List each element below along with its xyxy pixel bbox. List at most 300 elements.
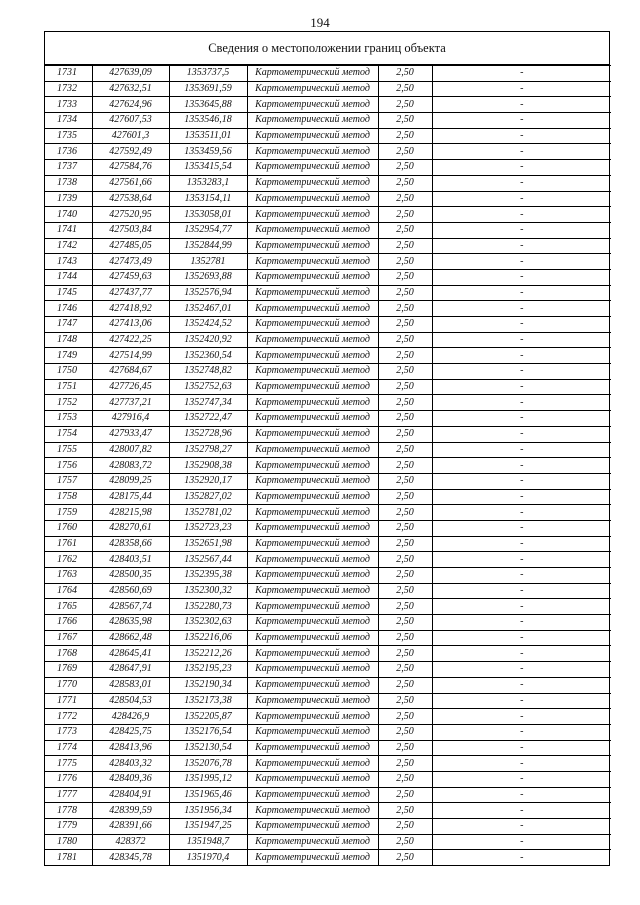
cell-point-number: 1772: [45, 709, 92, 725]
cell-description: -: [432, 677, 611, 693]
cell-coord-y: 1352360,54: [169, 348, 247, 364]
cell-coord-x: 427437,77: [92, 285, 169, 301]
cell-precision: 2,50: [378, 693, 432, 709]
cell-coord-y: 1352205,87: [169, 709, 247, 725]
cell-precision: 2,50: [378, 81, 432, 97]
cell-coord-y: 1352748,82: [169, 364, 247, 380]
cell-coord-y: 1353546,18: [169, 113, 247, 129]
cell-method: Картометрический метод: [247, 724, 378, 740]
cell-precision: 2,50: [378, 756, 432, 772]
cell-description: -: [432, 599, 611, 615]
cell-coord-y: 1352798,27: [169, 442, 247, 458]
cell-method: Картометрический метод: [247, 97, 378, 113]
cell-coord-x: 428403,32: [92, 756, 169, 772]
table-row: [45, 599, 611, 615]
cell-point-number: 1758: [45, 489, 92, 505]
cell-method: Картометрический метод: [247, 850, 378, 865]
table-row: [45, 536, 611, 552]
cell-description: -: [432, 803, 611, 819]
cell-coord-x: 428175,44: [92, 489, 169, 505]
cell-method: Картометрический метод: [247, 615, 378, 631]
cell-coord-y: 1352300,32: [169, 583, 247, 599]
cell-coord-x: 428426,9: [92, 709, 169, 725]
table-row: [45, 583, 611, 599]
cell-precision: 2,50: [378, 473, 432, 489]
cell-coord-x: 427639,09: [92, 66, 169, 82]
boundary-table-frame: [44, 31, 610, 866]
cell-precision: 2,50: [378, 662, 432, 678]
cell-precision: 2,50: [378, 97, 432, 113]
cell-method: Картометрический метод: [247, 426, 378, 442]
cell-description: -: [432, 66, 611, 82]
cell-coord-x: 428372: [92, 834, 169, 850]
cell-precision: 2,50: [378, 395, 432, 411]
cell-coord-y: 1352467,01: [169, 301, 247, 317]
table-row: [45, 771, 611, 787]
cell-description: -: [432, 662, 611, 678]
cell-coord-x: 428404,91: [92, 787, 169, 803]
cell-description: -: [432, 175, 611, 191]
cell-point-number: 1740: [45, 207, 92, 223]
cell-coord-y: 1352216,06: [169, 630, 247, 646]
cell-coord-y: 1352954,77: [169, 222, 247, 238]
table-row: [45, 442, 611, 458]
table-row: [45, 332, 611, 348]
cell-description: -: [432, 568, 611, 584]
cell-precision: 2,50: [378, 740, 432, 756]
cell-description: -: [432, 426, 611, 442]
cell-point-number: 1773: [45, 724, 92, 740]
cell-point-number: 1756: [45, 458, 92, 474]
cell-point-number: 1777: [45, 787, 92, 803]
cell-coord-y: 1352130,54: [169, 740, 247, 756]
table-row: [45, 615, 611, 631]
cell-method: Картометрический метод: [247, 238, 378, 254]
cell-coord-x: 427726,45: [92, 379, 169, 395]
cell-precision: 2,50: [378, 834, 432, 850]
cell-coord-y: 1352420,92: [169, 332, 247, 348]
cell-method: Картометрический метод: [247, 285, 378, 301]
cell-coord-y: 1351956,34: [169, 803, 247, 819]
cell-coord-x: 427561,66: [92, 175, 169, 191]
cell-method: Картометрический метод: [247, 709, 378, 725]
cell-description: -: [432, 552, 611, 568]
cell-coord-y: 1353415,54: [169, 160, 247, 176]
cell-coord-y: 1351965,46: [169, 787, 247, 803]
cell-coord-y: 1352280,73: [169, 599, 247, 615]
cell-coord-y: 1352908,38: [169, 458, 247, 474]
cell-description: -: [432, 693, 611, 709]
cell-description: -: [432, 222, 611, 238]
cell-method: Картометрический метод: [247, 520, 378, 536]
cell-point-number: 1745: [45, 285, 92, 301]
cell-coord-x: 427933,47: [92, 426, 169, 442]
cell-precision: 2,50: [378, 426, 432, 442]
cell-coord-x: 428425,75: [92, 724, 169, 740]
cell-coord-x: 428345,78: [92, 850, 169, 865]
cell-point-number: 1762: [45, 552, 92, 568]
cell-description: -: [432, 583, 611, 599]
cell-description: -: [432, 332, 611, 348]
cell-coord-x: 428560,69: [92, 583, 169, 599]
cell-coord-y: 1351995,12: [169, 771, 247, 787]
cell-precision: 2,50: [378, 128, 432, 144]
cell-method: Картометрический метод: [247, 144, 378, 160]
cell-coord-y: 1351948,7: [169, 834, 247, 850]
cell-description: -: [432, 520, 611, 536]
cell-description: -: [432, 473, 611, 489]
cell-coord-y: 1352302,63: [169, 615, 247, 631]
cell-coord-y: 1353154,11: [169, 191, 247, 207]
cell-coord-x: 428413,96: [92, 740, 169, 756]
table-row: [45, 66, 611, 82]
cell-coord-x: 428645,41: [92, 646, 169, 662]
cell-coord-y: 1352752,63: [169, 379, 247, 395]
cell-method: Картометрический метод: [247, 128, 378, 144]
cell-description: -: [432, 301, 611, 317]
cell-point-number: 1757: [45, 473, 92, 489]
cell-method: Картометрический метод: [247, 803, 378, 819]
cell-precision: 2,50: [378, 66, 432, 82]
cell-precision: 2,50: [378, 583, 432, 599]
cell-method: Картометрический метод: [247, 379, 378, 395]
cell-method: Картометрический метод: [247, 301, 378, 317]
cell-coord-x: 427916,4: [92, 411, 169, 427]
cell-point-number: 1765: [45, 599, 92, 615]
table-row: [45, 411, 611, 427]
cell-precision: 2,50: [378, 207, 432, 223]
cell-point-number: 1780: [45, 834, 92, 850]
cell-method: Картометрический метод: [247, 317, 378, 333]
cell-coord-y: 1351947,25: [169, 819, 247, 835]
cell-coord-y: 1352747,34: [169, 395, 247, 411]
cell-point-number: 1770: [45, 677, 92, 693]
cell-method: Картометрический метод: [247, 81, 378, 97]
cell-method: Картометрический метод: [247, 646, 378, 662]
cell-point-number: 1778: [45, 803, 92, 819]
cell-precision: 2,50: [378, 317, 432, 333]
cell-point-number: 1731: [45, 66, 92, 82]
cell-coord-x: 428099,25: [92, 473, 169, 489]
cell-method: Картометрический метод: [247, 207, 378, 223]
table-row: [45, 850, 611, 865]
table-row: [45, 364, 611, 380]
cell-point-number: 1749: [45, 348, 92, 364]
cell-coord-x: 428403,51: [92, 552, 169, 568]
cell-coord-y: 1352395,38: [169, 568, 247, 584]
cell-description: -: [432, 615, 611, 631]
cell-point-number: 1774: [45, 740, 92, 756]
cell-precision: 2,50: [378, 599, 432, 615]
cell-coord-y: 1352728,96: [169, 426, 247, 442]
cell-method: Картометрический метод: [247, 395, 378, 411]
table-row: [45, 238, 611, 254]
cell-point-number: 1752: [45, 395, 92, 411]
cell-coord-x: 427473,49: [92, 254, 169, 270]
cell-coord-x: 428635,98: [92, 615, 169, 631]
cell-point-number: 1744: [45, 269, 92, 285]
cell-coord-y: 1352722,47: [169, 411, 247, 427]
cell-description: -: [432, 850, 611, 865]
cell-coord-y: 1352567,44: [169, 552, 247, 568]
cell-precision: 2,50: [378, 771, 432, 787]
cell-point-number: 1747: [45, 317, 92, 333]
cell-point-number: 1743: [45, 254, 92, 270]
page-number: 194: [310, 15, 330, 30]
table-row: [45, 207, 611, 223]
cell-description: -: [432, 536, 611, 552]
cell-method: Картометрический метод: [247, 630, 378, 646]
table-row: [45, 317, 611, 333]
cell-coord-x: 428083,72: [92, 458, 169, 474]
cell-point-number: 1767: [45, 630, 92, 646]
cell-point-number: 1755: [45, 442, 92, 458]
cell-method: Картометрический метод: [247, 489, 378, 505]
cell-coord-y: 1353511,01: [169, 128, 247, 144]
cell-description: -: [432, 144, 611, 160]
cell-coord-y: 1352190,34: [169, 677, 247, 693]
table-row: [45, 505, 611, 521]
cell-description: -: [432, 254, 611, 270]
table-row: [45, 630, 611, 646]
cell-point-number: 1741: [45, 222, 92, 238]
cell-coord-x: 427503,84: [92, 222, 169, 238]
cell-coord-x: 427538,64: [92, 191, 169, 207]
cell-method: Картометрический метод: [247, 66, 378, 82]
table-row: [45, 756, 611, 772]
cell-precision: 2,50: [378, 301, 432, 317]
table-row: [45, 819, 611, 835]
cell-coord-y: 1353645,88: [169, 97, 247, 113]
cell-method: Картометрический метод: [247, 175, 378, 191]
cell-method: Картометрический метод: [247, 254, 378, 270]
cell-precision: 2,50: [378, 489, 432, 505]
cell-coord-x: 428567,74: [92, 599, 169, 615]
table-row: [45, 709, 611, 725]
cell-coord-x: 428500,35: [92, 568, 169, 584]
cell-precision: 2,50: [378, 175, 432, 191]
cell-coord-y: 1351970,4: [169, 850, 247, 865]
cell-point-number: 1738: [45, 175, 92, 191]
cell-method: Картометрический метод: [247, 771, 378, 787]
table-row: [45, 379, 611, 395]
cell-point-number: 1764: [45, 583, 92, 599]
cell-precision: 2,50: [378, 254, 432, 270]
cell-coord-x: 427601,3: [92, 128, 169, 144]
table-row: [45, 285, 611, 301]
cell-point-number: 1734: [45, 113, 92, 129]
cell-coord-y: 1352212,26: [169, 646, 247, 662]
cell-coord-y: 1352844,99: [169, 238, 247, 254]
cell-coord-x: 428007,82: [92, 442, 169, 458]
cell-description: -: [432, 834, 611, 850]
cell-description: -: [432, 191, 611, 207]
cell-method: Картометрический метод: [247, 662, 378, 678]
table-row: [45, 348, 611, 364]
cell-method: Картометрический метод: [247, 834, 378, 850]
cell-precision: 2,50: [378, 819, 432, 835]
cell-method: Картометрический метод: [247, 819, 378, 835]
table-row: [45, 254, 611, 270]
cell-method: Картометрический метод: [247, 693, 378, 709]
cell-coord-x: 427737,21: [92, 395, 169, 411]
cell-method: Картометрический метод: [247, 505, 378, 521]
cell-precision: 2,50: [378, 144, 432, 160]
cell-coord-y: 1352723,23: [169, 520, 247, 536]
cell-method: Картометрический метод: [247, 222, 378, 238]
cell-precision: 2,50: [378, 442, 432, 458]
table-row: [45, 740, 611, 756]
cell-coord-x: 427422,25: [92, 332, 169, 348]
table-row: [45, 489, 611, 505]
cell-coord-y: 1352576,94: [169, 285, 247, 301]
cell-point-number: 1754: [45, 426, 92, 442]
cell-precision: 2,50: [378, 269, 432, 285]
cell-method: Картометрический метод: [247, 160, 378, 176]
cell-precision: 2,50: [378, 552, 432, 568]
table-body: [45, 66, 611, 866]
cell-precision: 2,50: [378, 520, 432, 536]
cell-method: Картометрический метод: [247, 568, 378, 584]
cell-point-number: 1735: [45, 128, 92, 144]
cell-point-number: 1779: [45, 819, 92, 835]
cell-coord-x: 427520,95: [92, 207, 169, 223]
cell-point-number: 1748: [45, 332, 92, 348]
cell-method: Картометрический метод: [247, 269, 378, 285]
cell-coord-x: 427485,05: [92, 238, 169, 254]
cell-coord-y: 1353459,56: [169, 144, 247, 160]
cell-point-number: 1742: [45, 238, 92, 254]
cell-description: -: [432, 819, 611, 835]
table-row: [45, 568, 611, 584]
cell-coord-x: 428647,91: [92, 662, 169, 678]
cell-point-number: 1763: [45, 568, 92, 584]
table-row: [45, 803, 611, 819]
cell-description: -: [432, 489, 611, 505]
cell-description: -: [432, 113, 611, 129]
cell-precision: 2,50: [378, 411, 432, 427]
cell-method: Картометрический метод: [247, 364, 378, 380]
cell-precision: 2,50: [378, 191, 432, 207]
cell-point-number: 1771: [45, 693, 92, 709]
cell-coord-y: 1352076,78: [169, 756, 247, 772]
cell-coord-y: 1352173,38: [169, 693, 247, 709]
cell-point-number: 1733: [45, 97, 92, 113]
cell-point-number: 1760: [45, 520, 92, 536]
cell-description: -: [432, 128, 611, 144]
cell-point-number: 1750: [45, 364, 92, 380]
cell-precision: 2,50: [378, 113, 432, 129]
cell-precision: 2,50: [378, 803, 432, 819]
cell-coord-x: 427459,63: [92, 269, 169, 285]
cell-coord-x: 428358,66: [92, 536, 169, 552]
cell-point-number: 1753: [45, 411, 92, 427]
cell-description: -: [432, 411, 611, 427]
table-row: [45, 144, 611, 160]
table-row: [45, 426, 611, 442]
cell-description: -: [432, 207, 611, 223]
cell-description: -: [432, 442, 611, 458]
cell-point-number: 1781: [45, 850, 92, 865]
cell-point-number: 1775: [45, 756, 92, 772]
cell-precision: 2,50: [378, 332, 432, 348]
table-row: [45, 646, 611, 662]
cell-coord-y: 1353058,01: [169, 207, 247, 223]
cell-coord-y: 1352781,02: [169, 505, 247, 521]
table-row: [45, 301, 611, 317]
cell-point-number: 1766: [45, 615, 92, 631]
cell-coord-x: 427584,76: [92, 160, 169, 176]
cell-coord-y: 1352176,54: [169, 724, 247, 740]
cell-precision: 2,50: [378, 222, 432, 238]
cell-method: Картометрический метод: [247, 411, 378, 427]
table-row: [45, 458, 611, 474]
cell-precision: 2,50: [378, 285, 432, 301]
cell-description: -: [432, 238, 611, 254]
table-row: [45, 395, 611, 411]
cell-precision: 2,50: [378, 646, 432, 662]
cell-coord-y: 1352827,02: [169, 489, 247, 505]
table-row: [45, 113, 611, 129]
cell-point-number: 1732: [45, 81, 92, 97]
cell-point-number: 1736: [45, 144, 92, 160]
cell-method: Картометрический метод: [247, 677, 378, 693]
cell-method: Картометрический метод: [247, 599, 378, 615]
cell-precision: 2,50: [378, 850, 432, 865]
cell-coord-y: 1352781: [169, 254, 247, 270]
cell-precision: 2,50: [378, 458, 432, 474]
cell-point-number: 1768: [45, 646, 92, 662]
cell-description: -: [432, 81, 611, 97]
cell-method: Картометрический метод: [247, 191, 378, 207]
cell-precision: 2,50: [378, 787, 432, 803]
table-row: [45, 160, 611, 176]
cell-description: -: [432, 505, 611, 521]
cell-point-number: 1776: [45, 771, 92, 787]
cell-description: -: [432, 756, 611, 772]
cell-method: Картометрический метод: [247, 348, 378, 364]
cell-coord-x: 428504,53: [92, 693, 169, 709]
cell-method: Картометрический метод: [247, 332, 378, 348]
cell-coord-x: 427632,51: [92, 81, 169, 97]
table-row: [45, 128, 611, 144]
cell-method: Картометрический метод: [247, 442, 378, 458]
cell-coord-x: 427684,67: [92, 364, 169, 380]
table-row: [45, 552, 611, 568]
table-row: [45, 222, 611, 238]
cell-precision: 2,50: [378, 724, 432, 740]
cell-coord-x: 428270,61: [92, 520, 169, 536]
cell-description: -: [432, 724, 611, 740]
cell-point-number: 1739: [45, 191, 92, 207]
cell-point-number: 1737: [45, 160, 92, 176]
cell-coord-x: 428215,98: [92, 505, 169, 521]
table-row: [45, 175, 611, 191]
cell-description: -: [432, 364, 611, 380]
cell-description: -: [432, 630, 611, 646]
cell-coord-x: 427514,99: [92, 348, 169, 364]
cell-point-number: 1761: [45, 536, 92, 552]
cell-description: -: [432, 395, 611, 411]
table-row: [45, 191, 611, 207]
cell-method: Картометрический метод: [247, 756, 378, 772]
table-row: [45, 834, 611, 850]
cell-description: -: [432, 269, 611, 285]
table-row: [45, 473, 611, 489]
cell-coord-x: 427624,96: [92, 97, 169, 113]
table-row: [45, 662, 611, 678]
cell-precision: 2,50: [378, 160, 432, 176]
